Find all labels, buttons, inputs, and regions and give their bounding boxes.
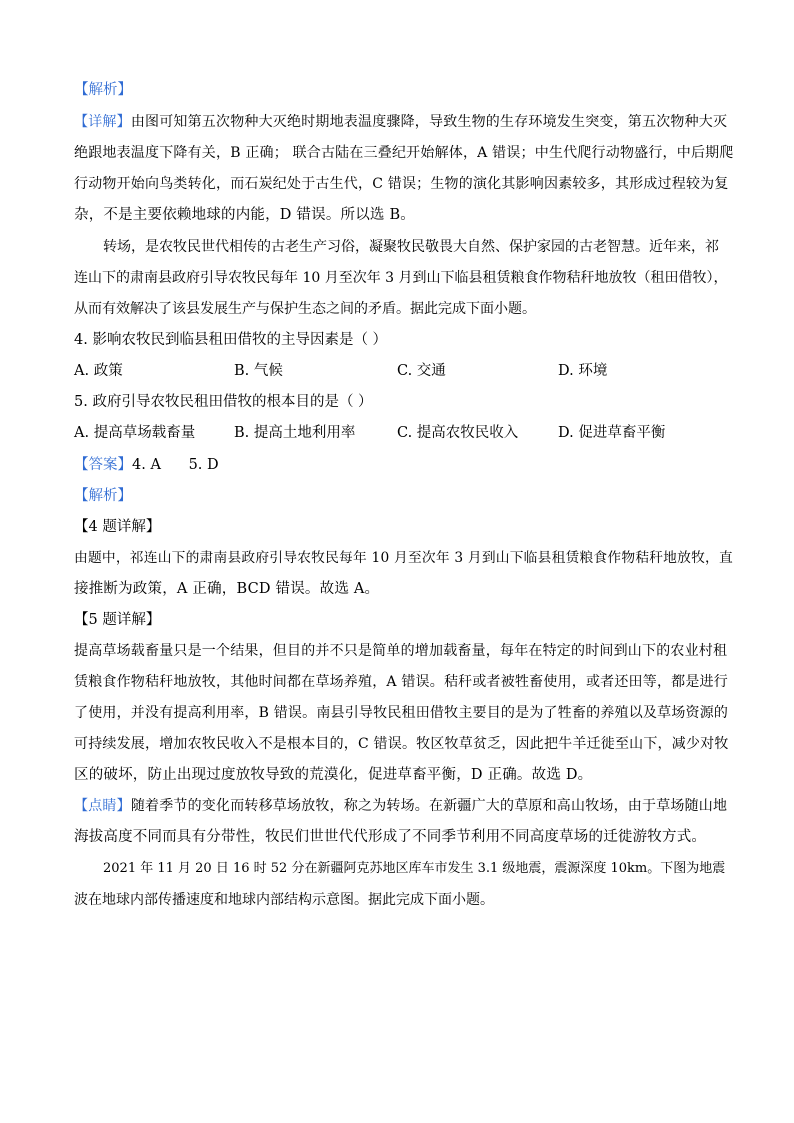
passage1-line-3: 从而有效解决了该县发展生产与保护生态之间的矛盾。据此完成下面小题。 xyxy=(74,301,536,317)
q5-detail-title: 【5 题详解】 xyxy=(74,612,161,628)
q4-option-b: B. 气候 xyxy=(234,363,283,379)
answer-text: 4. A 5. D xyxy=(132,457,219,473)
q5-detail-line-3: 了使用，并没有提高利用率，B 错误。南县引导牧民租田借牧主要目的是为了牲畜的养殖以及草场资源的 xyxy=(74,705,729,721)
q4-option-a: A. 政策 xyxy=(74,363,123,379)
q4-option-d: D. 环境 xyxy=(558,363,608,379)
q4-detail-title: 【4 题详解】 xyxy=(74,519,161,535)
q4-option-c: C. 交通 xyxy=(397,363,446,379)
q5-stem: 5. 政府引导农牧民租田借牧的根本目的是（ ） xyxy=(74,394,373,410)
detail-text: 由图可知第五次物种大灭绝时期地表温度骤降，导致生物的生存环境发生突变，第五次物种大灭 xyxy=(130,114,728,130)
dianjing-line-1 xyxy=(74,796,727,816)
q5-option-c: C. 提高农牧民收入 xyxy=(397,425,519,441)
dianjing-line-2: 海拔高度不同而具有分带性，牧民们世世代代形成了不同季节利用不同高度草场的迁徙游牧方式。 xyxy=(74,829,707,845)
q5-option-d: D. 促进草畜平衡 xyxy=(558,425,666,441)
answer-line xyxy=(74,455,219,475)
detail-line-3: 行动物开始向鸟类转化，而石炭纪处于古生代，C 错误；生物的演化其影响因素较多，其形成过程较为复 xyxy=(74,176,729,192)
q5-detail-line-1: 提高草场载畜量只是一个结果，但目的并不只是简单的增加载畜量，每年在特定的时间到山下的农业村租 xyxy=(74,643,728,659)
q5-option-a: A. 提高草场载畜量 xyxy=(74,425,196,441)
jiexi-label-1: 【解析】 xyxy=(74,82,132,98)
q5-detail-line-2: 赁粮食作物秸秆地放牧，其他时间都在草场养殖，A 错误。秸秆或者被牲畜使用，或者还田等，都是进行 xyxy=(74,674,728,690)
q4-stem: 4. 影响农牧民到临县租田借牧的主导因素是（ ） xyxy=(74,332,388,348)
detail-line-1 xyxy=(74,112,727,132)
passage2-line-1: 2021 年 11 月 20 日 16 时 52 分在新疆阿克苏地区库车市发生 3.1 级地震，震源深度 10km。下图为地震 xyxy=(103,861,726,876)
q5-detail-line-5: 区的破坏，防止出现过度放牧导致的荒漠化，促进草畜平衡，D 正确。故选 D。 xyxy=(74,767,593,783)
q5-detail-line-4: 可持续发展，增加农牧民收入不是根本目的，C 错误。牧区牧草贫乏，因此把牛羊迁徙至山下，减少对牧 xyxy=(74,736,729,752)
jiexi-label-2: 【解析】 xyxy=(74,488,132,504)
detail-line-2: 绝跟地表温度下降有关，B 正确； 联合古陆在三叠纪开始解体，A 错误；中生代爬行动物盛行，中后期爬 xyxy=(74,145,734,161)
q5-option-b: B. 提高土地利用率 xyxy=(234,425,356,441)
detail-label: 【详解】 xyxy=(74,114,131,130)
dianjing-text: 随着季节的变化而转移草场放牧，称之为转场。在新疆广大的草原和高山牧场，由于草场随山地 xyxy=(130,798,728,814)
q4-detail-line-2: 接推断为政策，A 正确，BCD 错误。故选 A。 xyxy=(74,581,380,597)
passage1-line-2: 连山下的肃南县政府引导农牧民每年 10 月至次年 3 月到山下临县租赁粮食作物秸秆地放牧（租田借牧）， xyxy=(74,270,728,286)
q4-detail-line-1: 由题中，祁连山下的肃南县政府引导农牧民每年 10 月至次年 3 月到山下临县租赁粮食作物秸秆地放牧，直 xyxy=(74,550,733,566)
dianjing-label: 【点睛】 xyxy=(74,798,131,814)
passage2-line-2: 波在地球内部传播速度和地球内部结构示意图。据此完成下面小题。 xyxy=(74,892,494,908)
detail-line-4: 杂，不是主要依赖地球的内能，D 错误。所以选 B。 xyxy=(74,207,415,223)
passage1-line-1: 转场，是农牧民世代相传的古老生产习俗，凝聚牧民敬畏大自然、保护家园的古老智慧。近年来，祁 xyxy=(103,239,719,255)
answer-label: 【答案】 xyxy=(74,457,132,473)
